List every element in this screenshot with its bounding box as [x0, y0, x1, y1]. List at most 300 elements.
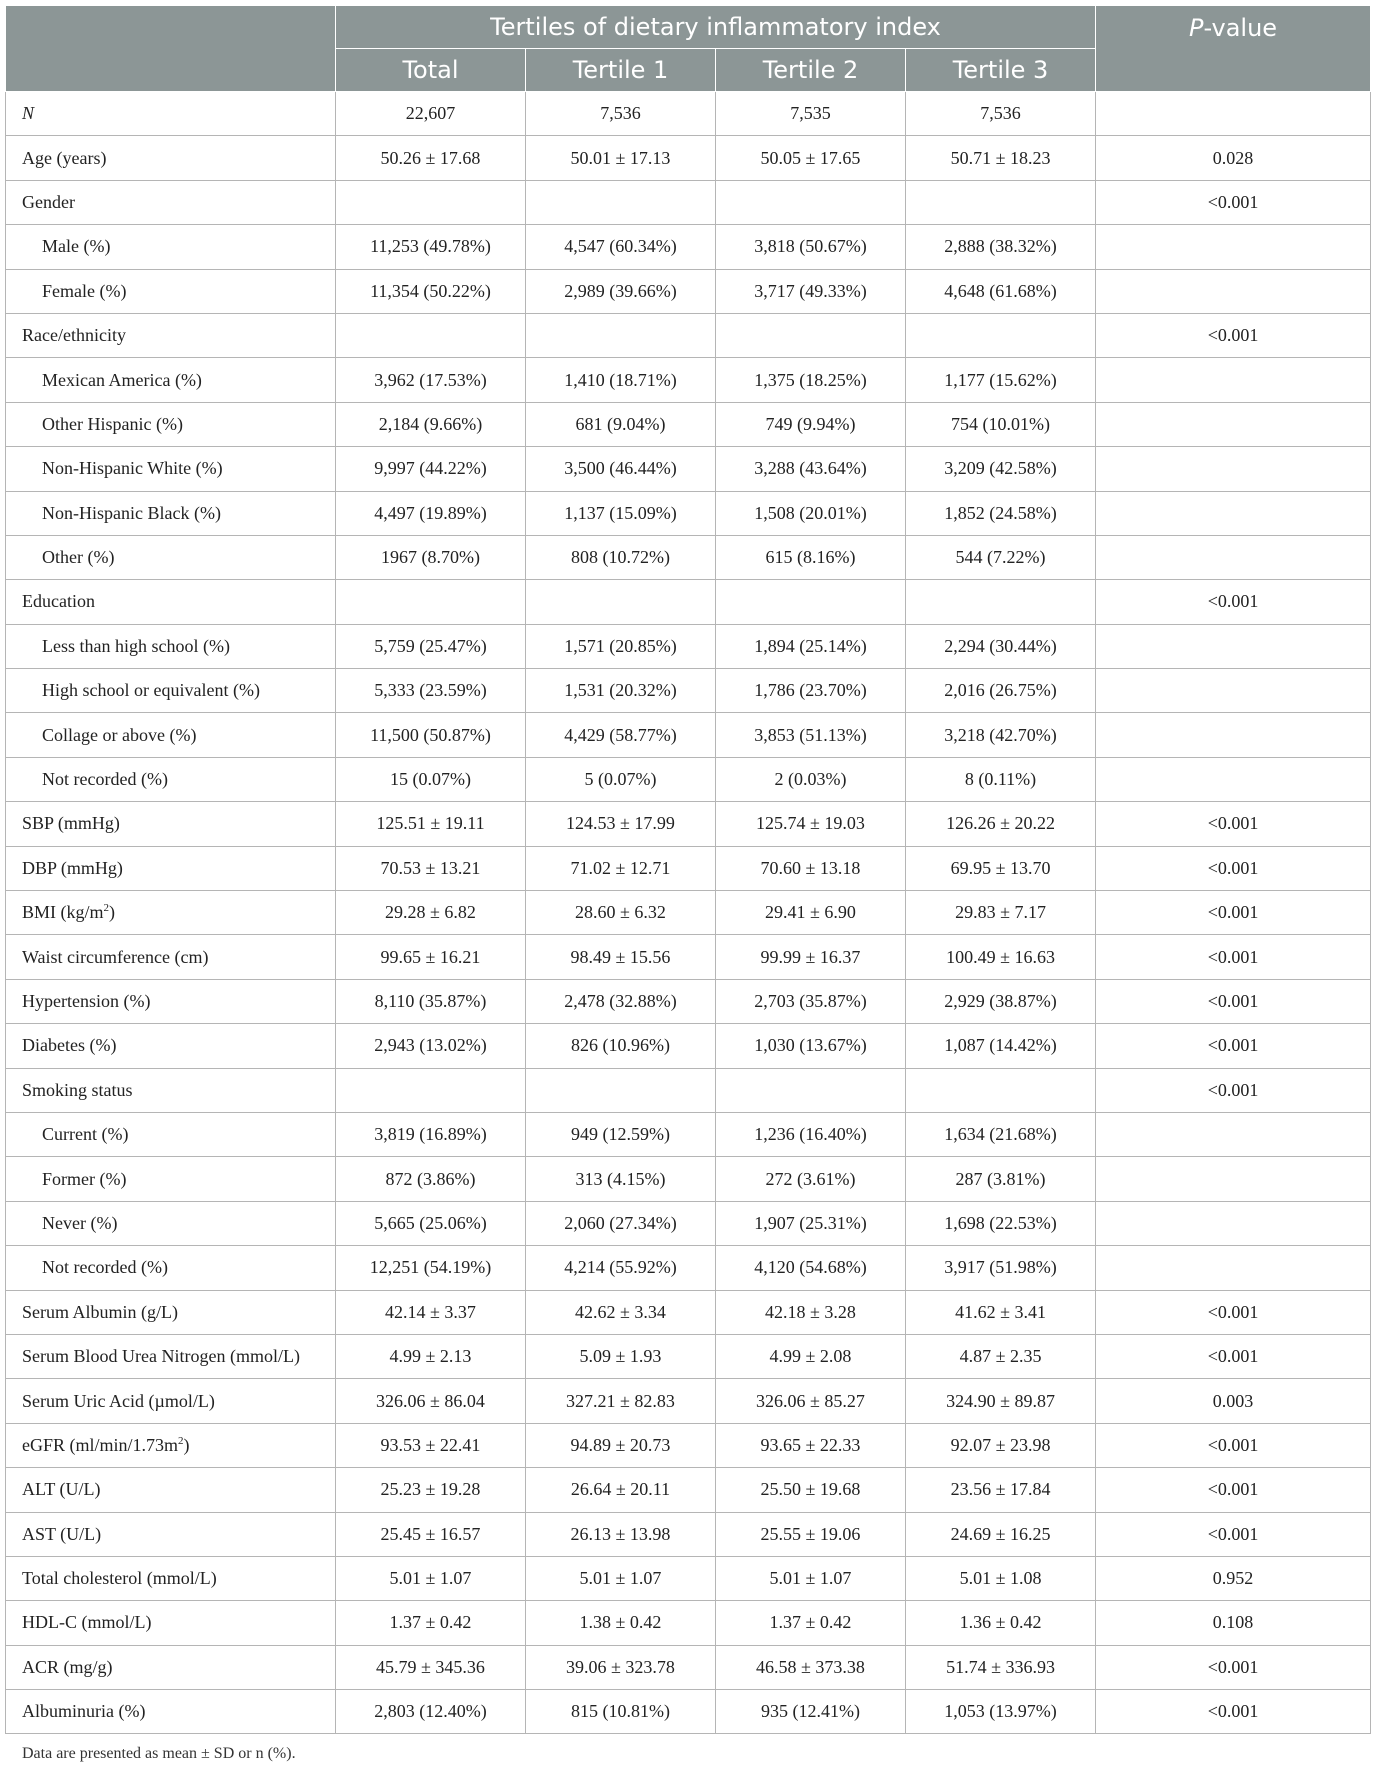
- cell-total: 11,354 (50.22%): [336, 269, 526, 313]
- row-label: [6, 935, 336, 979]
- row-label-suffix: ): [109, 902, 116, 923]
- characteristics-table: [5, 5, 1371, 1734]
- cell-total: [336, 313, 526, 357]
- cell-tertile-3: 7,536: [906, 92, 1096, 136]
- cell-tertile-1: 42.62 ± 3.34: [526, 1290, 716, 1334]
- table-row: [6, 402, 1371, 446]
- cell-tertile-3: 3,209 (42.58%): [906, 447, 1096, 491]
- cell-tertile-1: 681 (9.04%): [526, 402, 716, 446]
- table-row: [6, 846, 1371, 890]
- cell-p-value: <0.001: [1096, 846, 1371, 890]
- cell-tertile-2: 935 (12.41%): [716, 1690, 906, 1734]
- cell-tertile-2: 2,703 (35.87%): [716, 979, 906, 1023]
- table-row: [6, 713, 1371, 757]
- row-label-text: Serum Uric Acid (µmol/L): [22, 1390, 215, 1411]
- cell-tertile-3: [906, 580, 1096, 624]
- row-label: [6, 1556, 336, 1600]
- cell-p-value: [1096, 1201, 1371, 1245]
- cell-tertile-2: 1.37 ± 0.42: [716, 1601, 906, 1645]
- cell-tertile-3: 3,218 (42.70%): [906, 713, 1096, 757]
- row-label-text: Female (%): [42, 280, 127, 301]
- row-label: [6, 846, 336, 890]
- header-group-title: Tertiles of dietary inflammatory index: [336, 6, 1096, 49]
- row-label-text: DBP (mmHg): [22, 857, 123, 878]
- cell-tertile-3: 5.01 ± 1.08: [906, 1556, 1096, 1600]
- cell-total: 3,962 (17.53%): [336, 358, 526, 402]
- row-label-text: Current (%): [42, 1124, 129, 1145]
- cell-p-value: <0.001: [1096, 580, 1371, 624]
- cell-p-value: <0.001: [1096, 1024, 1371, 1068]
- cell-tertile-3: 1.36 ± 0.42: [906, 1601, 1096, 1645]
- cell-tertile-2: 1,786 (23.70%): [716, 669, 906, 713]
- cell-tertile-2: 4,120 (54.68%): [716, 1246, 906, 1290]
- cell-tertile-2: [716, 313, 906, 357]
- row-label-text: Diabetes (%): [22, 1035, 117, 1056]
- row-label: [6, 669, 336, 713]
- cell-tertile-1: 98.49 ± 15.56: [526, 935, 716, 979]
- row-label-suffix: ): [183, 1434, 190, 1455]
- row-label: [6, 1468, 336, 1512]
- cell-p-value: [1096, 535, 1371, 579]
- row-label: [6, 1201, 336, 1245]
- header-col-tertile-2: Tertile 2: [716, 49, 906, 92]
- cell-total: 2,943 (13.02%): [336, 1024, 526, 1068]
- cell-p-value: <0.001: [1096, 935, 1371, 979]
- row-label: [6, 1645, 336, 1689]
- cell-p-value: [1096, 358, 1371, 402]
- cell-total: 1.37 ± 0.42: [336, 1601, 526, 1645]
- table-row: [6, 802, 1371, 846]
- cell-tertile-1: 313 (4.15%): [526, 1157, 716, 1201]
- cell-tertile-2: 70.60 ± 13.18: [716, 846, 906, 890]
- cell-p-value: 0.003: [1096, 1379, 1371, 1423]
- table-row: [6, 1645, 1371, 1689]
- cell-tertile-1: 949 (12.59%): [526, 1112, 716, 1156]
- cell-p-value: [1096, 269, 1371, 313]
- cell-tertile-2: 125.74 ± 19.03: [716, 802, 906, 846]
- cell-p-value: [1096, 92, 1371, 136]
- row-label-text: Male (%): [42, 236, 111, 257]
- cell-total: 2,803 (12.40%): [336, 1690, 526, 1734]
- cell-p-value: <0.001: [1096, 802, 1371, 846]
- cell-total: 5,665 (25.06%): [336, 1201, 526, 1245]
- row-label: [6, 1423, 336, 1467]
- cell-tertile-3: 2,929 (38.87%): [906, 979, 1096, 1023]
- table-header: [6, 6, 1371, 92]
- cell-tertile-2: 272 (3.61%): [716, 1157, 906, 1201]
- cell-tertile-1: 1,137 (15.09%): [526, 491, 716, 535]
- cell-p-value: <0.001: [1096, 1423, 1371, 1467]
- table-body: [6, 92, 1371, 1734]
- cell-tertile-1: 4,214 (55.92%): [526, 1246, 716, 1290]
- row-label: [6, 802, 336, 846]
- cell-tertile-1: 5.09 ± 1.93: [526, 1334, 716, 1378]
- cell-total: 29.28 ± 6.82: [336, 891, 526, 935]
- cell-tertile-2: 25.50 ± 19.68: [716, 1468, 906, 1512]
- row-label: [6, 1246, 336, 1290]
- cell-total: 872 (3.86%): [336, 1157, 526, 1201]
- cell-tertile-3: 50.71 ± 18.23: [906, 136, 1096, 180]
- cell-total: 9,997 (44.22%): [336, 447, 526, 491]
- cell-tertile-3: [906, 313, 1096, 357]
- cell-tertile-1: [526, 580, 716, 624]
- cell-tertile-2: 4.99 ± 2.08: [716, 1334, 906, 1378]
- header-blank-cell: [6, 6, 336, 92]
- cell-tertile-2: 7,535: [716, 92, 906, 136]
- header-col-tertile-3: Tertile 3: [906, 49, 1096, 92]
- cell-p-value: [1096, 624, 1371, 668]
- cell-tertile-1: 28.60 ± 6.32: [526, 891, 716, 935]
- cell-tertile-2: 749 (9.94%): [716, 402, 906, 446]
- row-label: [6, 1112, 336, 1156]
- cell-p-value: [1096, 491, 1371, 535]
- row-label: [6, 979, 336, 1023]
- row-label-text: Never (%): [42, 1212, 118, 1233]
- cell-tertile-3: 51.74 ± 336.93: [906, 1645, 1096, 1689]
- cell-tertile-2: 25.55 ± 19.06: [716, 1512, 906, 1556]
- cell-tertile-2: 1,236 (16.40%): [716, 1112, 906, 1156]
- cell-tertile-2: 1,508 (20.01%): [716, 491, 906, 535]
- row-label: [6, 491, 336, 535]
- row-label-text: BMI (kg/m: [22, 902, 104, 923]
- cell-total: 326.06 ± 86.04: [336, 1379, 526, 1423]
- row-label-text: Gender: [22, 191, 75, 212]
- table-row: [6, 1468, 1371, 1512]
- cell-p-value: <0.001: [1096, 979, 1371, 1023]
- cell-tertile-1: 3,500 (46.44%): [526, 447, 716, 491]
- table-row: [6, 1512, 1371, 1556]
- cell-p-value: <0.001: [1096, 1468, 1371, 1512]
- row-label: [6, 1690, 336, 1734]
- cell-tertile-2: 3,717 (49.33%): [716, 269, 906, 313]
- cell-tertile-1: 7,536: [526, 92, 716, 136]
- cell-tertile-3: 1,177 (15.62%): [906, 358, 1096, 402]
- cell-tertile-3: 100.49 ± 16.63: [906, 935, 1096, 979]
- table-row: [6, 891, 1371, 935]
- cell-total: 25.45 ± 16.57: [336, 1512, 526, 1556]
- cell-tertile-3: 2,016 (26.75%): [906, 669, 1096, 713]
- cell-total: 25.23 ± 19.28: [336, 1468, 526, 1512]
- table-row: [6, 1334, 1371, 1378]
- row-label-text: Waist circumference (cm): [22, 946, 209, 967]
- row-label-text: N: [22, 103, 35, 124]
- table-row: [6, 1157, 1371, 1201]
- cell-p-value: 0.028: [1096, 136, 1371, 180]
- row-label: [6, 535, 336, 579]
- cell-tertile-1: 1.38 ± 0.42: [526, 1601, 716, 1645]
- table-row: [6, 669, 1371, 713]
- cell-p-value: [1096, 757, 1371, 801]
- cell-total: 5.01 ± 1.07: [336, 1556, 526, 1600]
- row-label-text: Former (%): [42, 1168, 127, 1189]
- cell-tertile-3: 1,852 (24.58%): [906, 491, 1096, 535]
- cell-tertile-1: 39.06 ± 323.78: [526, 1645, 716, 1689]
- cell-p-value: [1096, 402, 1371, 446]
- cell-tertile-3: 92.07 ± 23.98: [906, 1423, 1096, 1467]
- table-row: [6, 1379, 1371, 1423]
- cell-tertile-3: 2,888 (38.32%): [906, 225, 1096, 269]
- cell-tertile-1: 94.89 ± 20.73: [526, 1423, 716, 1467]
- table-row: [6, 491, 1371, 535]
- row-label-text: Other (%): [42, 547, 115, 568]
- header-col-tertile-1: Tertile 1: [526, 49, 716, 92]
- table-footnote: Data are presented as mean ± SD or n (%).: [22, 1745, 296, 1762]
- characteristics-table-container: [5, 5, 1370, 1734]
- row-label-text: ACR (mg/g): [22, 1656, 113, 1677]
- cell-p-value: <0.001: [1096, 1645, 1371, 1689]
- cell-tertile-2: 615 (8.16%): [716, 535, 906, 579]
- row-label: [6, 136, 336, 180]
- cell-tertile-3: 544 (7.22%): [906, 535, 1096, 579]
- row-label-text: Hypertension (%): [22, 991, 151, 1011]
- cell-total: 2,184 (9.66%): [336, 402, 526, 446]
- cell-tertile-2: 326.06 ± 85.27: [716, 1379, 906, 1423]
- table-row: [6, 624, 1371, 668]
- cell-tertile-2: [716, 1068, 906, 1112]
- row-label-text: Not recorded (%): [42, 769, 168, 790]
- row-label-text: Serum Albumin (g/L): [22, 1301, 178, 1322]
- cell-total: 5,759 (25.47%): [336, 624, 526, 668]
- row-label-text: HDL-C (mmol/L): [22, 1612, 152, 1633]
- cell-tertile-1: 1,571 (20.85%): [526, 624, 716, 668]
- cell-tertile-2: 42.18 ± 3.28: [716, 1290, 906, 1334]
- cell-p-value: <0.001: [1096, 1290, 1371, 1334]
- table-row: [6, 313, 1371, 357]
- row-label: [6, 1157, 336, 1201]
- cell-tertile-3: 2,294 (30.44%): [906, 624, 1096, 668]
- row-label-text: AST (U/L): [22, 1523, 102, 1544]
- row-label: [6, 757, 336, 801]
- table-row: [6, 1201, 1371, 1245]
- cell-tertile-2: 5.01 ± 1.07: [716, 1556, 906, 1600]
- cell-total: 1967 (8.70%): [336, 535, 526, 579]
- table-row: [6, 757, 1371, 801]
- table-row: [6, 92, 1371, 136]
- cell-tertile-3: 1,698 (22.53%): [906, 1201, 1096, 1245]
- cell-tertile-3: 4,648 (61.68%): [906, 269, 1096, 313]
- row-label-text: Age (years): [22, 147, 107, 168]
- cell-tertile-2: 46.58 ± 373.38: [716, 1645, 906, 1689]
- cell-tertile-3: 23.56 ± 17.84: [906, 1468, 1096, 1512]
- row-label-text: Mexican America (%): [42, 369, 202, 390]
- cell-tertile-3: 24.69 ± 16.25: [906, 1512, 1096, 1556]
- cell-tertile-1: 327.21 ± 82.83: [526, 1379, 716, 1423]
- cell-total: [336, 1068, 526, 1112]
- cell-total: 45.79 ± 345.36: [336, 1645, 526, 1689]
- row-label-text: Collage or above (%): [42, 724, 197, 745]
- cell-tertile-1: 2,989 (39.66%): [526, 269, 716, 313]
- cell-tertile-3: [906, 180, 1096, 224]
- cell-tertile-3: 4.87 ± 2.35: [906, 1334, 1096, 1378]
- row-label: [6, 891, 336, 935]
- cell-total: 4,497 (19.89%): [336, 491, 526, 535]
- cell-total: 125.51 ± 19.11: [336, 802, 526, 846]
- cell-tertile-2: 1,030 (13.67%): [716, 1024, 906, 1068]
- row-label: [6, 92, 336, 136]
- row-label: [6, 313, 336, 357]
- row-label-text: Less than high school (%): [42, 635, 230, 656]
- cell-tertile-1: 4,547 (60.34%): [526, 225, 716, 269]
- cell-total: 12,251 (54.19%): [336, 1246, 526, 1290]
- row-label-text: Albuminuria (%): [22, 1701, 146, 1722]
- row-label-text: High school or equivalent (%): [42, 680, 260, 701]
- cell-tertile-2: [716, 180, 906, 224]
- row-label: [6, 1512, 336, 1556]
- row-label: [6, 713, 336, 757]
- cell-tertile-3: 324.90 ± 89.87: [906, 1379, 1096, 1423]
- row-label-text: Non-Hispanic White (%): [42, 458, 223, 479]
- cell-total: 8,110 (35.87%): [336, 979, 526, 1023]
- cell-total: 50.26 ± 17.68: [336, 136, 526, 180]
- table-row: [6, 180, 1371, 224]
- table-row: [6, 1068, 1371, 1112]
- cell-tertile-2: 3,853 (51.13%): [716, 713, 906, 757]
- cell-tertile-1: 826 (10.96%): [526, 1024, 716, 1068]
- row-label-text: Non-Hispanic Black (%): [42, 502, 221, 523]
- cell-tertile-2: 1,375 (18.25%): [716, 358, 906, 402]
- cell-tertile-1: 815 (10.81%): [526, 1690, 716, 1734]
- table-row: [6, 358, 1371, 402]
- row-label: [6, 402, 336, 446]
- cell-tertile-1: 124.53 ± 17.99: [526, 802, 716, 846]
- row-label-text: Other Hispanic (%): [42, 413, 183, 434]
- cell-tertile-3: 1,634 (21.68%): [906, 1112, 1096, 1156]
- cell-total: 4.99 ± 2.13: [336, 1334, 526, 1378]
- table-row: [6, 1556, 1371, 1600]
- cell-tertile-2: 3,288 (43.64%): [716, 447, 906, 491]
- row-label: [6, 1068, 336, 1112]
- row-label-text: eGFR (ml/min/1.73m: [22, 1434, 179, 1455]
- cell-tertile-1: 808 (10.72%): [526, 535, 716, 579]
- table-row: [6, 1601, 1371, 1645]
- row-label: [6, 1024, 336, 1068]
- row-label-text: Total cholesterol (mmol/L): [22, 1568, 217, 1589]
- cell-tertile-3: 126.26 ± 20.22: [906, 802, 1096, 846]
- cell-tertile-1: 2,478 (32.88%): [526, 979, 716, 1023]
- cell-total: [336, 580, 526, 624]
- cell-p-value: <0.001: [1096, 1068, 1371, 1112]
- cell-tertile-2: [716, 580, 906, 624]
- cell-tertile-1: [526, 180, 716, 224]
- cell-p-value: <0.001: [1096, 313, 1371, 357]
- cell-tertile-3: 754 (10.01%): [906, 402, 1096, 446]
- cell-tertile-1: 5.01 ± 1.07: [526, 1556, 716, 1600]
- cell-total: 99.65 ± 16.21: [336, 935, 526, 979]
- table-row: [6, 979, 1371, 1023]
- row-label: [6, 269, 336, 313]
- row-label: [6, 580, 336, 624]
- cell-p-value: <0.001: [1096, 1334, 1371, 1378]
- cell-tertile-2: 50.05 ± 17.65: [716, 136, 906, 180]
- row-label-text: Serum Blood Urea Nitrogen (mmol/L): [22, 1346, 300, 1367]
- table-row: [6, 1290, 1371, 1334]
- cell-total: 11,253 (49.78%): [336, 225, 526, 269]
- header-p-value: [1096, 6, 1371, 92]
- table-row: [6, 935, 1371, 979]
- cell-tertile-2: 3,818 (50.67%): [716, 225, 906, 269]
- cell-p-value: <0.001: [1096, 1512, 1371, 1556]
- header-col-total: Total: [336, 49, 526, 92]
- row-label-superscript: 2: [178, 1434, 184, 1447]
- table-row: [6, 580, 1371, 624]
- cell-tertile-1: 26.64 ± 20.11: [526, 1468, 716, 1512]
- row-label: [6, 1334, 336, 1378]
- cell-p-value: 0.952: [1096, 1556, 1371, 1600]
- row-label: [6, 624, 336, 668]
- cell-tertile-1: [526, 1068, 716, 1112]
- cell-tertile-1: 2,060 (27.34%): [526, 1201, 716, 1245]
- p-value-rest: -value: [1203, 14, 1278, 42]
- cell-tertile-3: 3,917 (51.98%): [906, 1246, 1096, 1290]
- cell-tertile-3: 8 (0.11%): [906, 757, 1096, 801]
- cell-tertile-1: 1,531 (20.32%): [526, 669, 716, 713]
- row-label: [6, 180, 336, 224]
- cell-tertile-2: 2 (0.03%): [716, 757, 906, 801]
- cell-tertile-1: 50.01 ± 17.13: [526, 136, 716, 180]
- cell-tertile-3: 287 (3.81%): [906, 1157, 1096, 1201]
- cell-total: 93.53 ± 22.41: [336, 1423, 526, 1467]
- cell-total: 15 (0.07%): [336, 757, 526, 801]
- cell-tertile-1: 5 (0.07%): [526, 757, 716, 801]
- cell-total: 3,819 (16.89%): [336, 1112, 526, 1156]
- cell-tertile-1: 4,429 (58.77%): [526, 713, 716, 757]
- table-row: [6, 1423, 1371, 1467]
- row-label: [6, 1290, 336, 1334]
- cell-p-value: [1096, 713, 1371, 757]
- row-label: [6, 358, 336, 402]
- cell-p-value: <0.001: [1096, 891, 1371, 935]
- table-row: [6, 1246, 1371, 1290]
- cell-tertile-2: 99.99 ± 16.37: [716, 935, 906, 979]
- table-row: [6, 136, 1371, 180]
- cell-p-value: [1096, 447, 1371, 491]
- row-label-text: Smoking status: [22, 1079, 133, 1100]
- cell-tertile-1: 71.02 ± 12.71: [526, 846, 716, 890]
- row-label-superscript: 2: [103, 902, 110, 915]
- row-label-text: SBP (mmHg): [22, 813, 120, 834]
- table-row: [6, 1024, 1371, 1068]
- cell-tertile-3: [906, 1068, 1096, 1112]
- cell-p-value: [1096, 1112, 1371, 1156]
- row-label-text: Race/ethnicity: [22, 325, 126, 346]
- table-row: [6, 1112, 1371, 1156]
- cell-tertile-3: 69.95 ± 13.70: [906, 846, 1096, 890]
- table-row: [6, 535, 1371, 579]
- cell-p-value: [1096, 225, 1371, 269]
- cell-p-value: <0.001: [1096, 1690, 1371, 1734]
- cell-tertile-1: 26.13 ± 13.98: [526, 1512, 716, 1556]
- row-label: [6, 1379, 336, 1423]
- cell-tertile-3: 29.83 ± 7.17: [906, 891, 1096, 935]
- cell-tertile-2: 93.65 ± 22.33: [716, 1423, 906, 1467]
- p-value-italic: P: [1189, 14, 1204, 42]
- cell-tertile-3: 1,053 (13.97%): [906, 1690, 1096, 1734]
- table-row: [6, 447, 1371, 491]
- cell-p-value: [1096, 1157, 1371, 1201]
- cell-total: 11,500 (50.87%): [336, 713, 526, 757]
- cell-tertile-1: [526, 313, 716, 357]
- cell-p-value: [1096, 669, 1371, 713]
- table-row: [6, 225, 1371, 269]
- cell-p-value: 0.108: [1096, 1601, 1371, 1645]
- cell-total: 22,607: [336, 92, 526, 136]
- table-row: [6, 269, 1371, 313]
- cell-tertile-1: 1,410 (18.71%): [526, 358, 716, 402]
- row-label-text: ALT (U/L): [22, 1479, 101, 1500]
- cell-total: 5,333 (23.59%): [336, 669, 526, 713]
- table-row: [6, 1690, 1371, 1734]
- cell-total: 70.53 ± 13.21: [336, 846, 526, 890]
